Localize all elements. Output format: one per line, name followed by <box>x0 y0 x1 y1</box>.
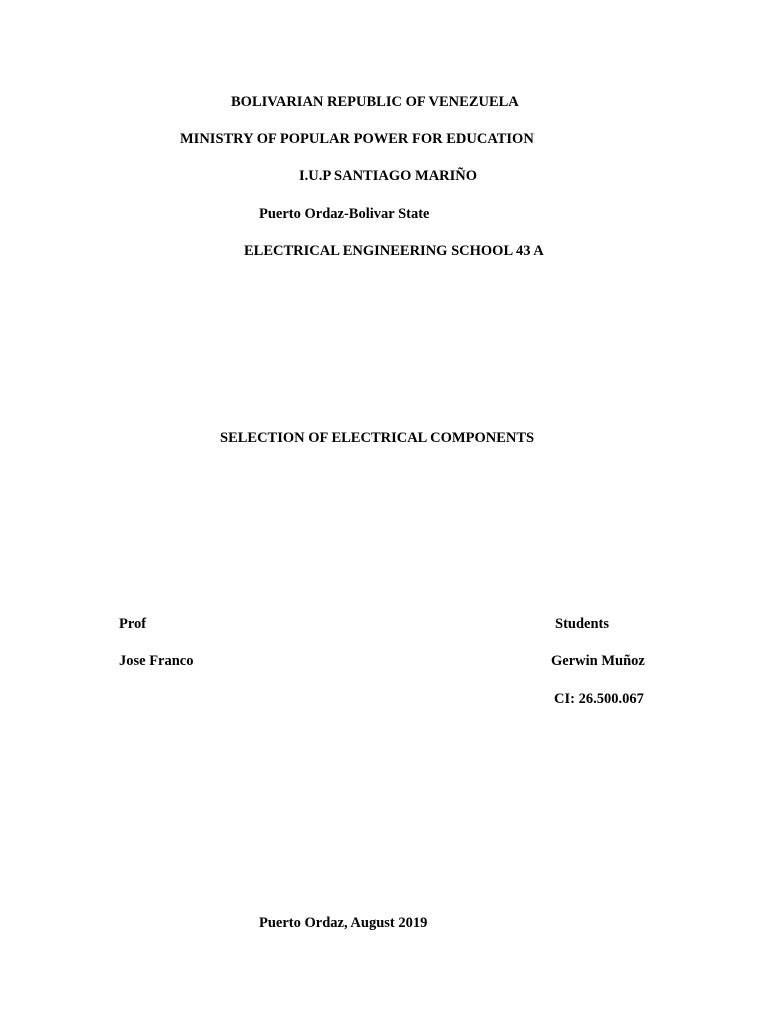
header-institute: I.U.P SANTIAGO MARIÑO <box>299 168 478 184</box>
header-republic: BOLIVARIAN REPUBLIC OF VENEZUELA <box>231 94 519 110</box>
header-location: Puerto Ordaz-Bolivar State <box>259 206 430 222</box>
students-label: Students <box>555 616 609 632</box>
document-title: SELECTION OF ELECTRICAL COMPONENTS <box>220 430 535 446</box>
student-name: Gerwin Muñoz <box>551 653 645 669</box>
header-school: ELECTRICAL ENGINEERING SCHOOL 43 A <box>244 243 544 259</box>
professor-name: Jose Franco <box>119 653 194 669</box>
place-and-date: Puerto Ordaz, August 2019 <box>259 915 428 931</box>
student-ci: CI: 26.500.067 <box>554 691 644 707</box>
header-ministry: MINISTRY OF POPULAR POWER FOR EDUCATION <box>180 131 534 147</box>
professor-label: Prof <box>119 616 147 632</box>
